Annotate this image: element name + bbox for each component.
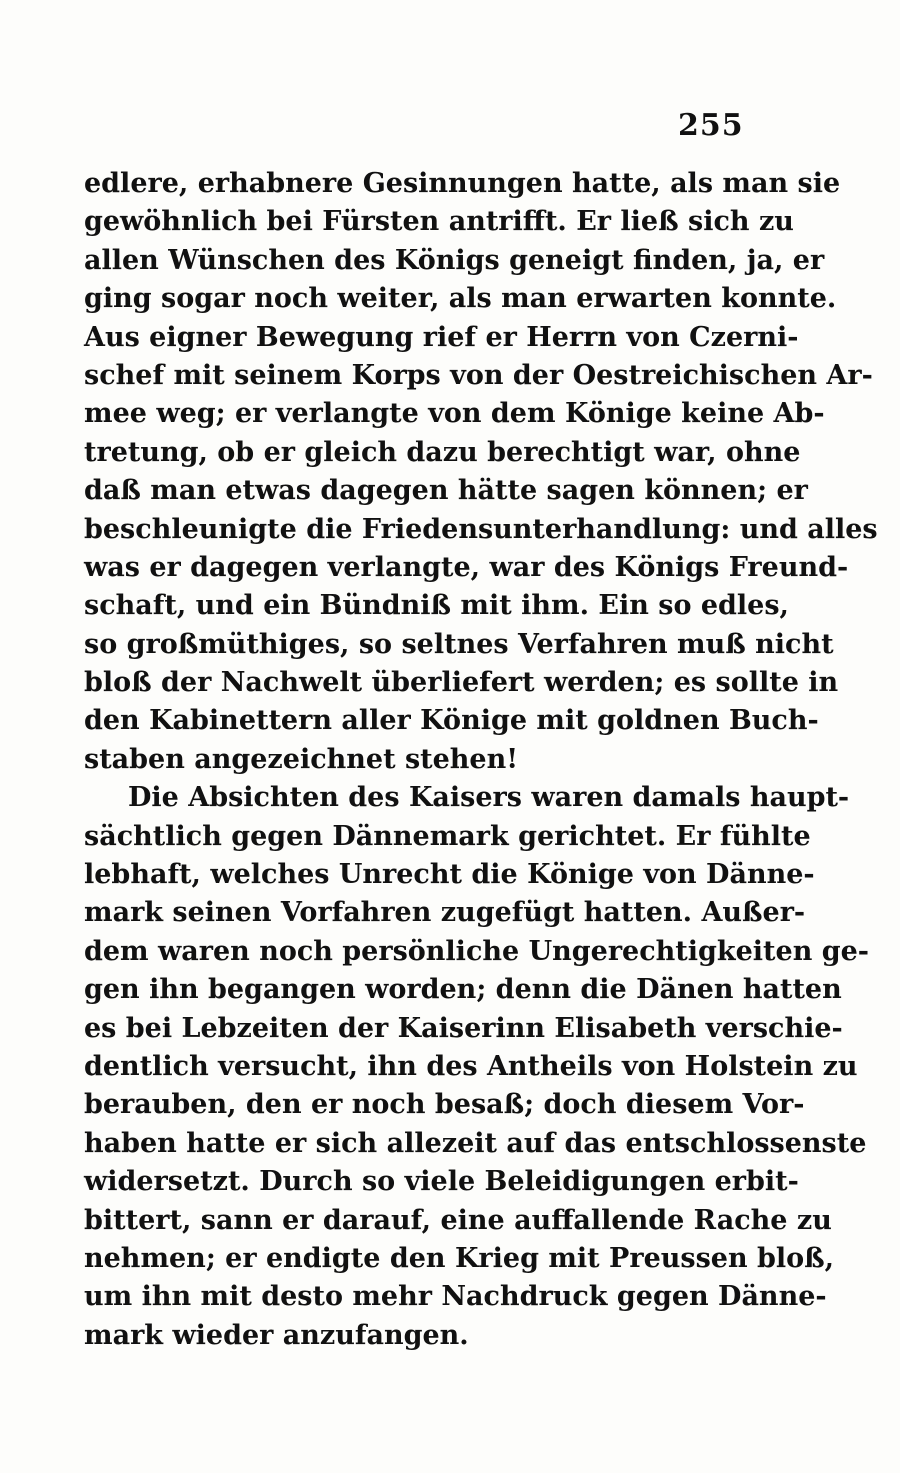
text-line: haben hatte er sich allezeit auf das entschlossenste <box>84 1127 867 1159</box>
text-line: sächtlich gegen Dännemark gerichtet. Er fühlte <box>84 820 811 852</box>
text-line: nehmen; er endigte den Krieg mit Preussen bloß, <box>84 1242 835 1274</box>
body-text <box>84 165 878 1355</box>
text-line: daß man etwas dagegen hätte sagen können; er <box>84 475 808 507</box>
text-line: bloß der Nachwelt überliefert werden; es sollte in <box>84 667 839 699</box>
text-line: ging sogar noch weiter, als man erwarten konnte. <box>84 283 837 315</box>
text-line: tretung, ob er gleich dazu berechtigt war, ohne <box>84 436 801 468</box>
text-line: es bei Lebzeiten der Kaiserinn Elisabeth verschie- <box>84 1012 843 1044</box>
text-line: was er dagegen verlangte, war des Königs Freund- <box>84 551 849 583</box>
text-line: mee weg; er verlangte von dem Könige keine Ab- <box>84 398 825 430</box>
text-line: so großmüthiges, so seltnes Verfahren muß nicht <box>84 628 834 660</box>
text-line: Aus eigner Bewegung rief er Herrn von Czerni- <box>84 321 799 353</box>
text-line: bittert, sann er darauf, eine auffallende Rache zu <box>84 1204 832 1236</box>
text-line: dem waren noch persönliche Ungerechtigkeiten ge- <box>84 935 869 967</box>
text-line: allen Wünschen des Königs geneigt finden, ja, er <box>84 244 825 276</box>
page-number: 255 <box>678 108 744 143</box>
text-line: mark seinen Vorfahren zugefügt hatten. Außer- <box>84 897 806 929</box>
text-line: schef mit seinem Korps von der Oestreichischen Ar- <box>84 359 873 391</box>
text-line: gen ihn begangen worden; denn die Dänen hatten <box>84 974 842 1006</box>
text-line: mark wieder anzufangen. <box>84 1319 469 1351</box>
text-line: edlere, erhabnere Gesinnungen hatte, als man sie <box>84 168 841 199</box>
text-line: beschleunigte die Friedensunterhandlung: und alles <box>84 513 878 545</box>
paragraph <box>84 165 878 779</box>
text-line: Die Absichten des Kaisers waren damals haupt- <box>128 782 850 814</box>
text-line: gewöhnlich bei Fürsten antrifft. Er ließ sich zu <box>84 206 794 238</box>
text-line: staben angezeichnet stehen! <box>84 743 519 775</box>
paragraph <box>84 779 869 1355</box>
text-line: dentlich versucht, ihn des Antheils von Holstein zu <box>84 1050 858 1082</box>
text-line: widersetzt. Durch so viele Beleidigungen erbit- <box>84 1166 799 1198</box>
text-line: schaft, und ein Bündniß mit ihm. Ein so edles, <box>84 590 789 622</box>
text-line: um ihn mit desto mehr Nachdruck gegen Dänne- <box>84 1281 827 1313</box>
text-line: lebhaft, welches Unrecht die Könige von Dänne- <box>84 859 815 891</box>
text-line: den Kabinettern aller Könige mit goldnen Buch- <box>84 705 819 737</box>
text-line: berauben, den er noch besaß; doch diesem Vor- <box>84 1089 805 1121</box>
